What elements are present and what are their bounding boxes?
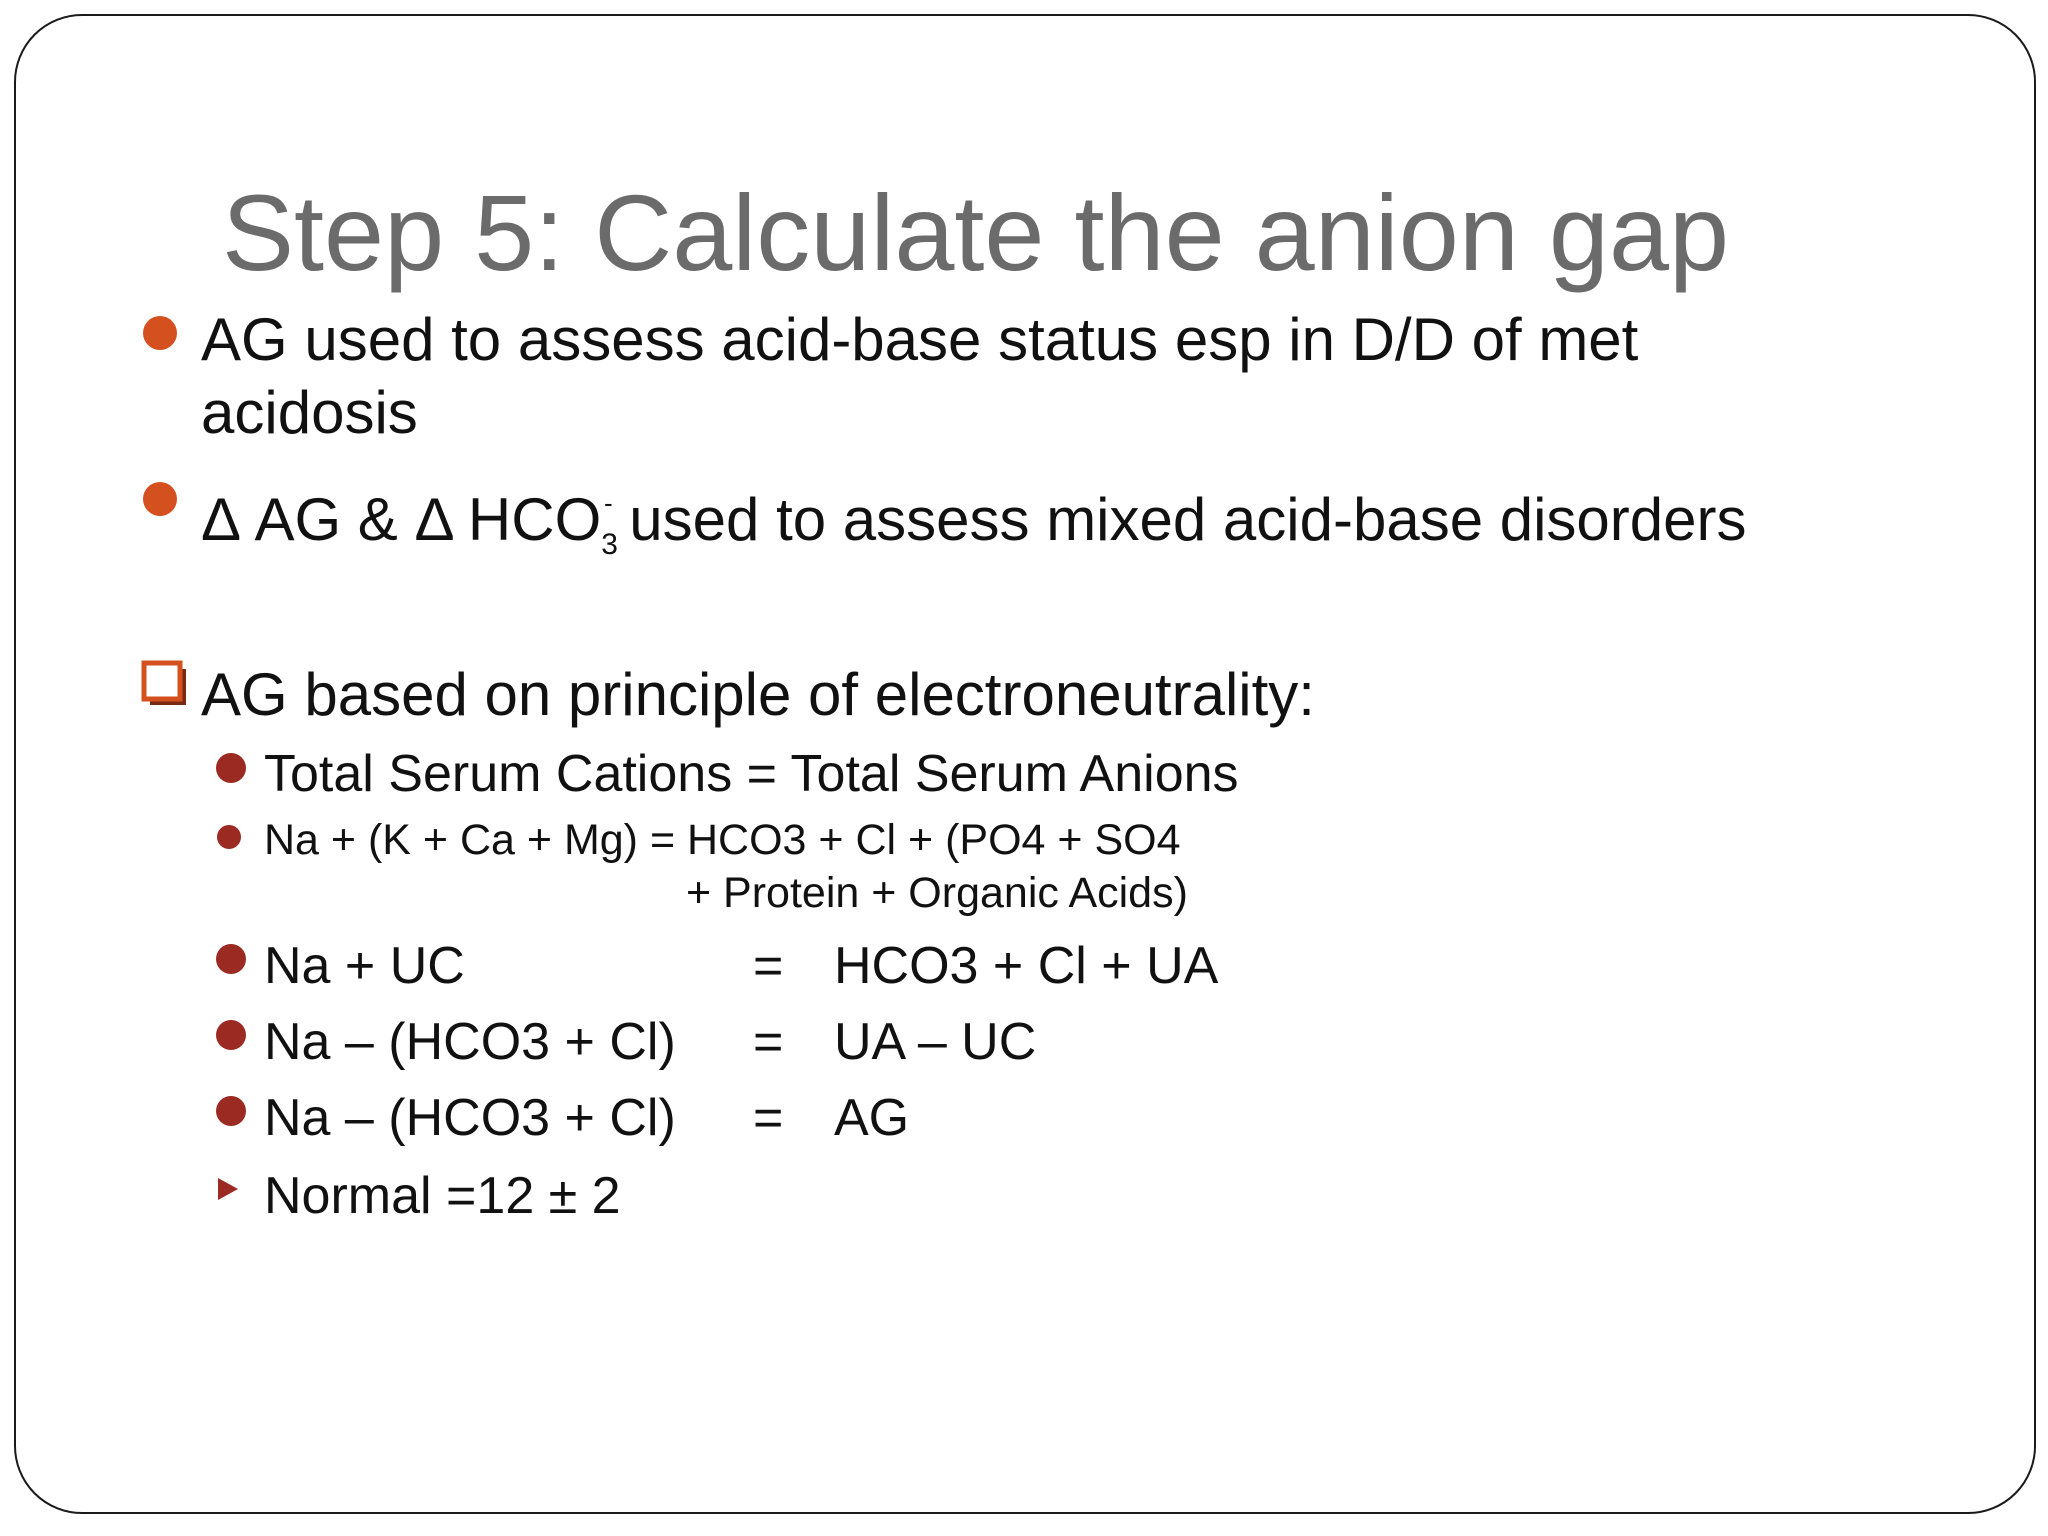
bullet-2-rest: used to assess mixed acid-base disorders bbox=[612, 486, 1747, 553]
expanded-equation-line-1: Na + (K + Ca + Mg) = HCO3 + Cl + (PO4 + SO4 bbox=[264, 816, 1181, 864]
darkred-bullet-icon bbox=[216, 1020, 246, 1050]
equation-3-left: Na + UC bbox=[264, 937, 465, 995]
total-cations-anions: Total Serum Cations = Total Serum Anions bbox=[264, 745, 1239, 803]
superscript-minus: - bbox=[603, 488, 613, 518]
principle-heading: AG based on principle of electroneutrality: bbox=[201, 661, 1315, 728]
equation-5-right: AG bbox=[834, 1089, 910, 1147]
equation-5-left: Na – (HCO3 + Cl) bbox=[264, 1089, 676, 1147]
expanded-equation-line-2: + Protein + Organic Acids) bbox=[686, 869, 1188, 917]
subscript-3: 3 bbox=[601, 528, 618, 561]
orange-bullet-icon bbox=[143, 316, 177, 350]
orange-bullet-icon bbox=[143, 482, 177, 516]
normal-range: Normal =12 ± 2 bbox=[264, 1167, 621, 1225]
darkred-bullet-icon bbox=[216, 1096, 246, 1126]
equation-4-equals: = bbox=[753, 1013, 784, 1071]
equation-3-equals: = bbox=[753, 937, 784, 995]
slide-title: Step 5: Calculate the anion gap bbox=[222, 172, 1730, 293]
bullet-1-line-1: AG used to assess acid-base status esp in D/D of met bbox=[201, 306, 1639, 373]
darkred-bullet-icon bbox=[216, 944, 246, 974]
equation-4-left: Na – (HCO3 + Cl) bbox=[264, 1013, 676, 1071]
darkred-bullet-icon bbox=[217, 825, 241, 849]
equation-4-right: UA – UC bbox=[834, 1013, 1037, 1071]
equation-3-right: HCO3 + Cl + UA bbox=[834, 937, 1219, 995]
delta-hco3-label: Δ AG & Δ HCO bbox=[201, 486, 602, 553]
darkred-bullet-icon bbox=[216, 753, 246, 783]
triangle-bullet-icon bbox=[216, 1176, 240, 1202]
bullet-1-line-2: acidosis bbox=[201, 379, 418, 446]
checkbox-bullet-icon bbox=[141, 660, 191, 710]
bullet-2-text bbox=[201, 466, 1747, 582]
equation-5-equals: = bbox=[753, 1089, 784, 1147]
